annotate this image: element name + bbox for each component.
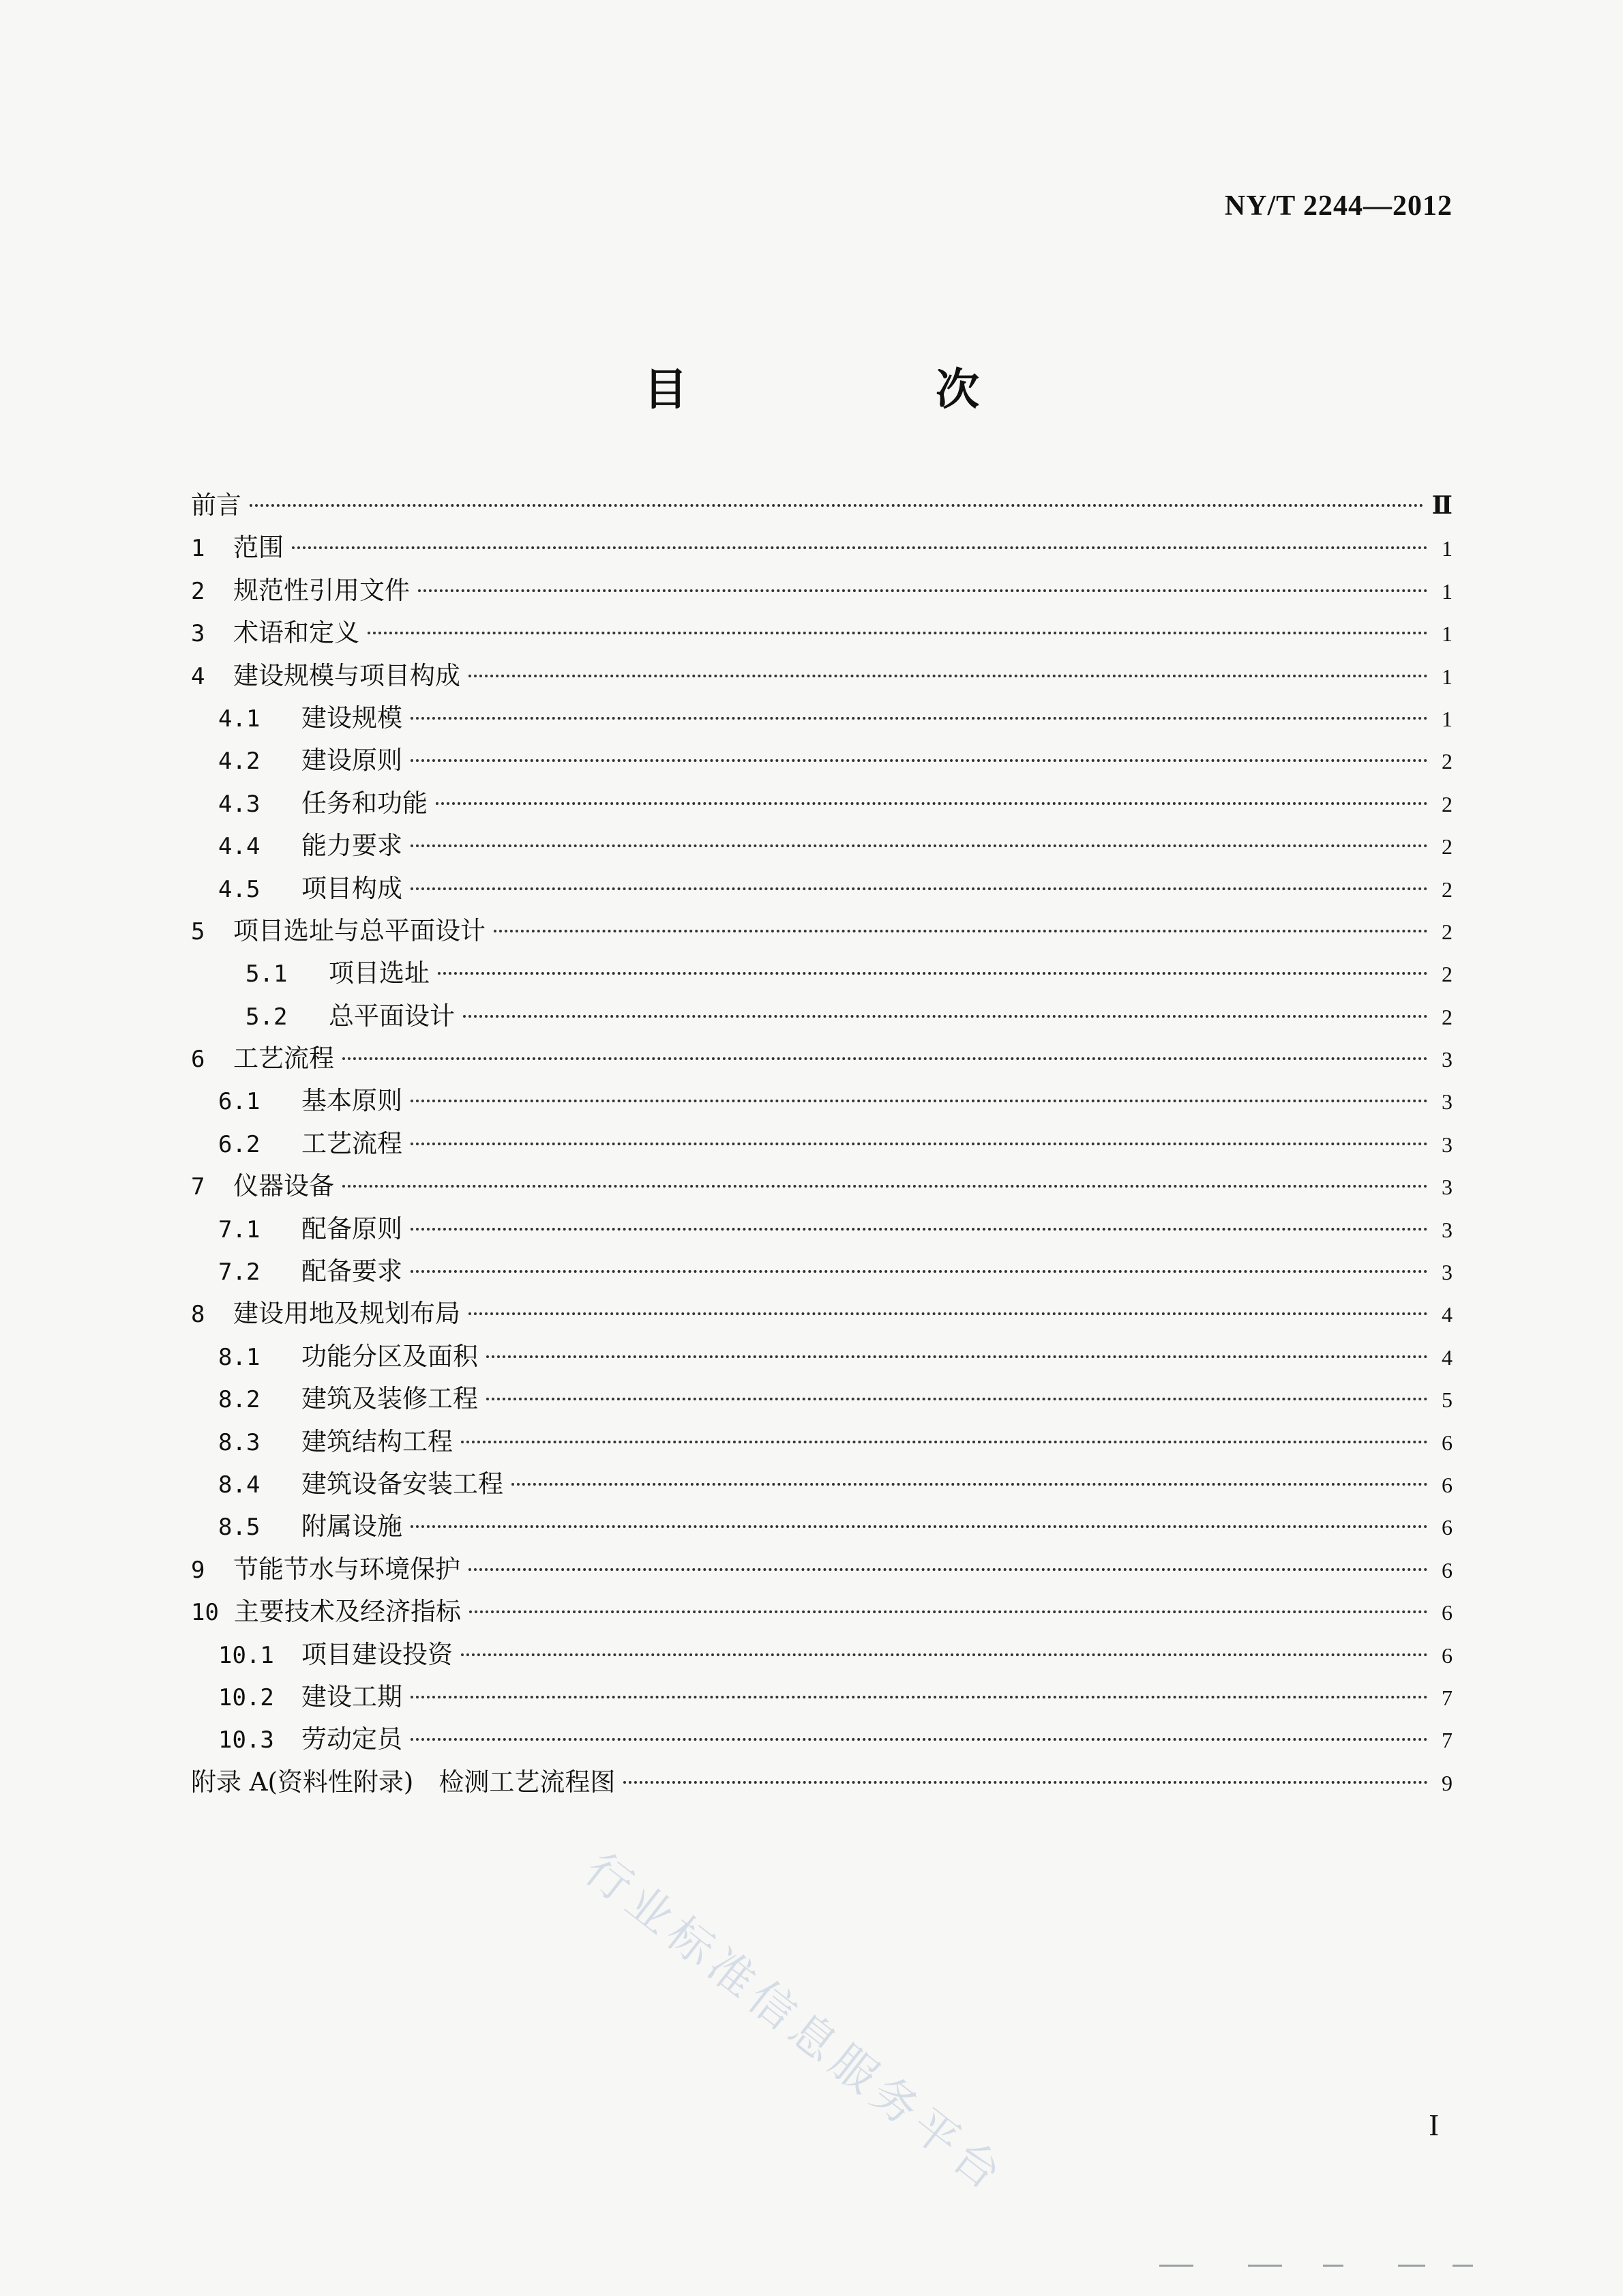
toc-leader-dots bbox=[418, 589, 1428, 592]
toc-entry-page: 1 bbox=[1442, 706, 1453, 731]
toc-entry-page: 4 bbox=[1442, 1302, 1453, 1327]
toc-entry-page: 2 bbox=[1442, 919, 1453, 944]
scan-artifact-marks bbox=[1159, 2265, 1568, 2269]
toc-entry-number: 7.1 bbox=[218, 1216, 260, 1243]
toc-entry-title: 建设原则 bbox=[301, 746, 402, 776]
toc-entry-title: 规范性引用文件 bbox=[233, 575, 410, 605]
toc-entry-title: 工艺流程 bbox=[233, 1044, 334, 1074]
toc-entry[interactable] bbox=[191, 1548, 1453, 1591]
toc-entry-title: 功能分区及面积 bbox=[301, 1341, 478, 1371]
toc-entry-title: 配备要求 bbox=[301, 1256, 402, 1286]
toc-entry[interactable] bbox=[191, 612, 1453, 654]
toc-leader-dots bbox=[411, 1270, 1428, 1273]
toc-entry[interactable] bbox=[191, 697, 1453, 739]
toc-entry-number: 8.3 bbox=[218, 1428, 260, 1456]
toc-leader-dots bbox=[486, 1355, 1428, 1358]
toc-leader-dots bbox=[411, 1228, 1428, 1231]
toc-leader-dots bbox=[623, 1781, 1428, 1784]
toc-entry-number: 6 bbox=[191, 1046, 205, 1074]
toc-entry-page: Ⅱ bbox=[1431, 492, 1453, 519]
toc-entry-title: 基本原则 bbox=[301, 1086, 402, 1116]
toc-entry[interactable] bbox=[191, 910, 1453, 952]
toc-leader-dots bbox=[342, 1057, 1428, 1060]
toc-entry-number: 10.2 bbox=[218, 1683, 274, 1711]
toc-leader-dots bbox=[411, 759, 1428, 762]
toc-entry[interactable] bbox=[191, 1761, 1453, 1804]
toc-entry[interactable] bbox=[191, 570, 1453, 612]
toc-entry-title: 范围 bbox=[233, 533, 284, 563]
toc-entry[interactable] bbox=[191, 825, 1453, 867]
toc-entry-number: 8.1 bbox=[218, 1343, 260, 1371]
toc-entry-number: 10.1 bbox=[218, 1641, 274, 1669]
toc-entry-title: 建设用地及规划布局 bbox=[233, 1299, 460, 1329]
toc-entry-number: 7 bbox=[191, 1173, 205, 1201]
toc-leader-dots bbox=[368, 632, 1428, 634]
toc-leader-dots bbox=[438, 972, 1428, 975]
toc-entry-page: 6 bbox=[1442, 1430, 1453, 1455]
toc-leader-dots bbox=[411, 1100, 1428, 1102]
toc-entry[interactable] bbox=[191, 868, 1453, 910]
toc-leader-dots bbox=[461, 1441, 1428, 1443]
toc-entry-title: 劳动定员 bbox=[301, 1724, 402, 1754]
toc-entry-title: 任务和功能 bbox=[301, 788, 428, 818]
toc-leader-dots bbox=[411, 1738, 1428, 1741]
toc-entry-title: 建筑结构工程 bbox=[301, 1426, 453, 1456]
toc-leader-dots bbox=[250, 504, 1424, 507]
toc-leader-dots bbox=[486, 1398, 1428, 1400]
toc-entry[interactable] bbox=[191, 739, 1453, 782]
toc-entry-number: 9 bbox=[191, 1556, 205, 1584]
toc-entry-number: 1 bbox=[191, 535, 205, 563]
toc-entry-title: 建筑及装修工程 bbox=[301, 1384, 478, 1414]
standard-number: NY/T 2244—2012 bbox=[1224, 190, 1453, 222]
toc-leader-dots bbox=[436, 802, 1428, 805]
toc-leader-dots bbox=[468, 1568, 1428, 1571]
toc-entry-number: 4.1 bbox=[218, 705, 260, 733]
toc-entry[interactable] bbox=[191, 1165, 1453, 1207]
toc-entry-page: 3 bbox=[1442, 1047, 1453, 1072]
toc-entry-page: 7 bbox=[1442, 1728, 1453, 1753]
toc-leader-dots bbox=[411, 1525, 1428, 1528]
toc-entry-number: 5 bbox=[191, 917, 205, 945]
toc-entry[interactable] bbox=[191, 1037, 1453, 1080]
page-title: 目 次 bbox=[644, 364, 1082, 415]
toc-entry-title: 总平面设计 bbox=[329, 1001, 455, 1031]
toc-entry-title: 配备原则 bbox=[301, 1213, 402, 1243]
page-number: I bbox=[1429, 2108, 1439, 2142]
toc-leader-dots bbox=[468, 675, 1428, 677]
toc-entry[interactable] bbox=[191, 1718, 1453, 1761]
toc-entry[interactable] bbox=[191, 782, 1453, 825]
toc-entry-page: 3 bbox=[1442, 1260, 1453, 1285]
toc-entry-page: 6 bbox=[1442, 1515, 1453, 1540]
toc-entry-number: 4.4 bbox=[218, 833, 260, 861]
toc-entry-title: 节能节水与环境保护 bbox=[233, 1554, 460, 1584]
toc-entry-number: 8.4 bbox=[218, 1471, 260, 1499]
toc-entry[interactable] bbox=[191, 1208, 1453, 1250]
toc-entry[interactable] bbox=[191, 655, 1453, 697]
toc-entry-number: 5.2 bbox=[245, 1003, 288, 1031]
toc-leader-dots bbox=[511, 1483, 1428, 1486]
toc-entry-title: 主要技术及经济指标 bbox=[233, 1597, 461, 1627]
toc-entry-page: 1 bbox=[1442, 578, 1453, 604]
toc-leader-dots bbox=[468, 1312, 1428, 1315]
toc-entry-number: 4 bbox=[191, 662, 205, 690]
toc-entry-number: 6.2 bbox=[218, 1130, 260, 1158]
toc-entry-page: 2 bbox=[1442, 1004, 1453, 1029]
table-of-contents bbox=[191, 484, 1453, 1804]
toc-leader-dots bbox=[411, 1696, 1428, 1698]
toc-entry-title: 建设工期 bbox=[301, 1681, 402, 1711]
toc-entry[interactable] bbox=[191, 1505, 1453, 1548]
toc-entry-number: 3 bbox=[191, 620, 205, 648]
toc-entry-page: 3 bbox=[1442, 1175, 1453, 1200]
toc-entry-title: 建设规模 bbox=[301, 703, 402, 733]
toc-entry-title: 项目选址 bbox=[329, 958, 430, 988]
toc-entry-page: 6 bbox=[1442, 1600, 1453, 1625]
toc-entry-page: 1 bbox=[1442, 664, 1453, 689]
toc-entry[interactable] bbox=[191, 1591, 1453, 1633]
toc-entry-page: 2 bbox=[1442, 749, 1453, 774]
toc-entry-page: 6 bbox=[1442, 1472, 1453, 1497]
toc-entry-page: 3 bbox=[1442, 1089, 1453, 1115]
toc-entry-page: 2 bbox=[1442, 834, 1453, 859]
toc-entry-title: 工艺流程 bbox=[301, 1128, 402, 1158]
toc-leader-dots bbox=[411, 887, 1428, 890]
toc-entry-number: 8 bbox=[191, 1301, 205, 1329]
toc-entry[interactable] bbox=[191, 1421, 1453, 1463]
toc-entry[interactable] bbox=[191, 1378, 1453, 1420]
toc-entry-number: 4.2 bbox=[218, 748, 260, 776]
toc-leader-dots bbox=[342, 1185, 1428, 1188]
toc-entry-page: 6 bbox=[1442, 1557, 1453, 1583]
toc-leader-dots bbox=[411, 717, 1428, 720]
toc-entry-page: 2 bbox=[1442, 791, 1453, 816]
toc-entry[interactable] bbox=[191, 995, 1453, 1037]
toc-entry-page: 5 bbox=[1442, 1387, 1453, 1413]
toc-entry-number: 2 bbox=[191, 577, 205, 605]
watermark: 行业标准信息服务平台 bbox=[575, 1842, 1016, 2204]
toc-entry[interactable] bbox=[191, 1463, 1453, 1505]
toc-entry-title: 附录 A(资料性附录) 检测工艺流程图 bbox=[191, 1767, 616, 1797]
toc-entry-title: 仪器设备 bbox=[233, 1171, 334, 1201]
toc-entry[interactable] bbox=[191, 1634, 1453, 1676]
toc-entry[interactable] bbox=[191, 484, 1453, 527]
toc-entry-title: 能力要求 bbox=[301, 831, 402, 861]
toc-leader-dots bbox=[494, 930, 1428, 932]
toc-leader-dots bbox=[411, 1143, 1428, 1145]
toc-leader-dots bbox=[461, 1653, 1428, 1656]
toc-entry-title: 术语和定义 bbox=[233, 618, 359, 648]
toc-leader-dots bbox=[411, 844, 1428, 847]
toc-entry-page: 3 bbox=[1442, 1217, 1453, 1242]
toc-entry[interactable] bbox=[191, 1336, 1453, 1378]
toc-entry-title: 建筑设备安装工程 bbox=[301, 1469, 503, 1499]
toc-entry-page: 6 bbox=[1442, 1643, 1453, 1668]
toc-entry-title: 项目构成 bbox=[301, 873, 402, 903]
toc-entry-number: 6.1 bbox=[218, 1088, 260, 1116]
toc-entry[interactable] bbox=[191, 1293, 1453, 1335]
toc-entry-number: 7.2 bbox=[218, 1259, 260, 1286]
toc-entry-page: 1 bbox=[1442, 536, 1453, 561]
toc-entry[interactable] bbox=[191, 527, 1453, 569]
toc-entry[interactable] bbox=[191, 1250, 1453, 1293]
toc-entry-number: 4.3 bbox=[218, 790, 260, 818]
toc-entry[interactable] bbox=[191, 1080, 1453, 1122]
toc-entry-page: 3 bbox=[1442, 1132, 1453, 1157]
toc-entry-number: 10 bbox=[191, 1599, 219, 1627]
toc-entry-page: 4 bbox=[1442, 1344, 1453, 1370]
toc-entry-title: 前言 bbox=[191, 490, 241, 520]
toc-entry-number: 10.3 bbox=[218, 1726, 274, 1754]
toc-entry-page: 7 bbox=[1442, 1685, 1453, 1710]
toc-entry-number: 4.5 bbox=[218, 875, 260, 903]
toc-entry-page: 2 bbox=[1442, 877, 1453, 902]
toc-entry-number: 8.5 bbox=[218, 1514, 260, 1542]
toc-entry-number: 5.1 bbox=[245, 960, 288, 988]
toc-leader-dots bbox=[292, 546, 1428, 549]
toc-entry-page: 2 bbox=[1442, 962, 1453, 987]
toc-entry-number: 8.2 bbox=[218, 1386, 260, 1414]
toc-entry-page: 9 bbox=[1442, 1770, 1453, 1795]
toc-entry[interactable] bbox=[191, 952, 1453, 995]
toc-entry-title: 附属设施 bbox=[301, 1512, 402, 1542]
toc-entry[interactable] bbox=[191, 1676, 1453, 1718]
toc-leader-dots bbox=[463, 1015, 1428, 1018]
toc-entry-title: 建设规模与项目构成 bbox=[233, 660, 460, 690]
toc-entry-title: 项目选址与总平面设计 bbox=[233, 915, 486, 945]
toc-entry[interactable] bbox=[191, 1123, 1453, 1165]
toc-entry-title: 项目建设投资 bbox=[301, 1639, 453, 1669]
toc-entry-page: 1 bbox=[1442, 621, 1453, 647]
toc-leader-dots bbox=[469, 1610, 1428, 1613]
